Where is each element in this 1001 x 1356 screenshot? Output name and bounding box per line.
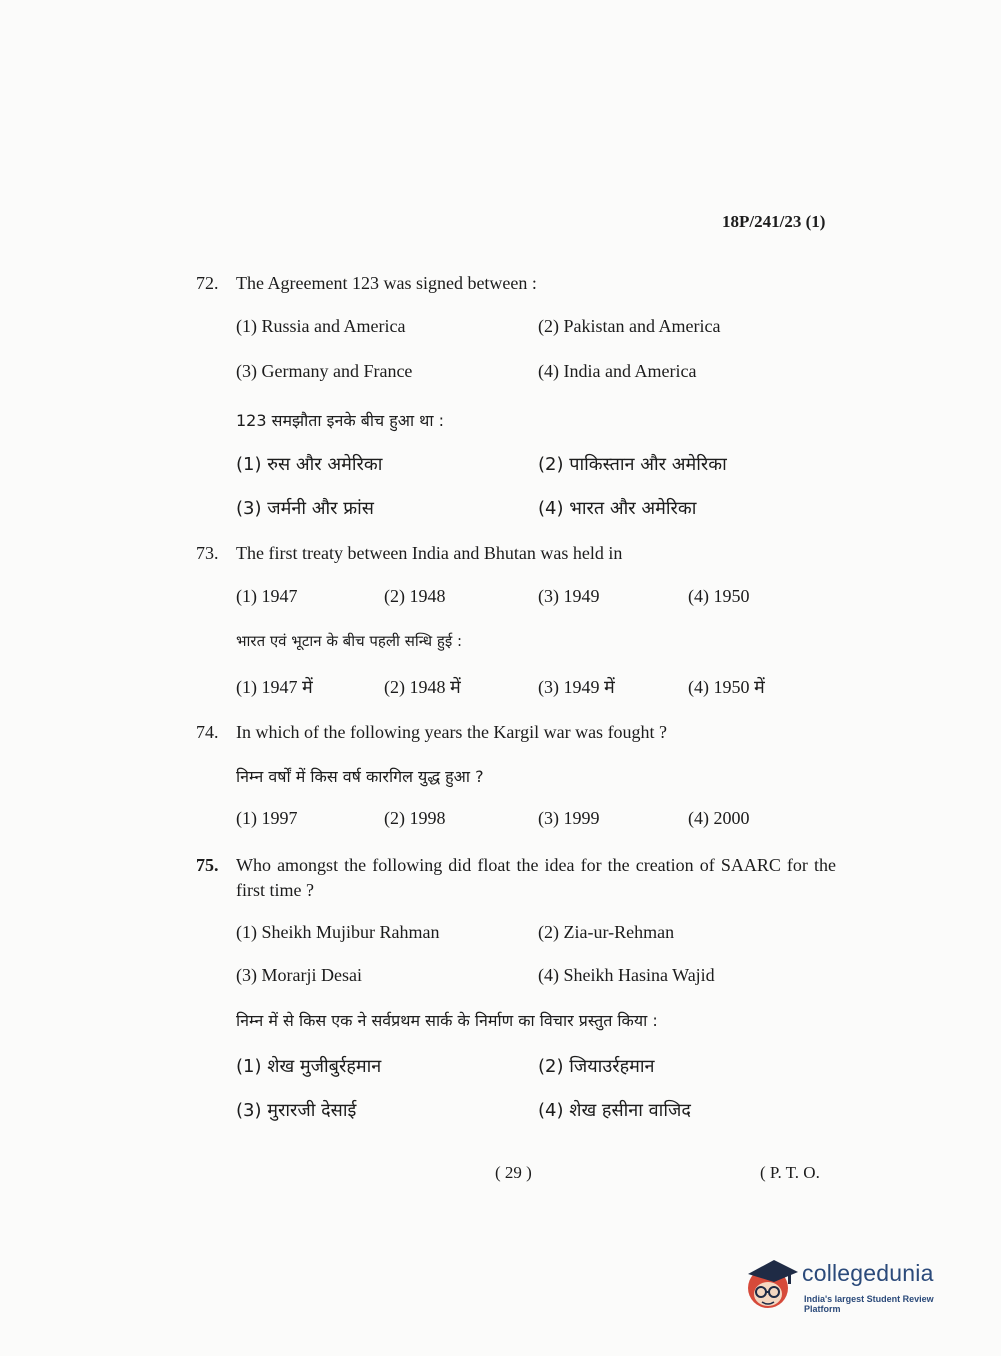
question-text-hindi: 123 समझौता इनके बीच हुआ था :: [236, 411, 445, 430]
question-text-hindi: निम्न वर्षों में किस वर्ष कारगिल युद्ध हुआ ?: [236, 767, 484, 786]
option-hindi: (2) 1948 में: [384, 677, 461, 697]
question-text: The first treaty between India and Bhutan was held in: [236, 543, 623, 563]
brand-tagline: India's largest Student Review Platform: [804, 1294, 934, 1314]
option-hindi: (2) पाकिस्तान और अमेरिका: [538, 454, 727, 475]
option-hindi: (3) मुरारजी देसाई: [236, 1100, 357, 1121]
question-text: Who amongst the following did float the idea for the creation of SAARC for the first time ?: [236, 855, 836, 900]
option: (4) India and America: [538, 361, 697, 381]
option: (3) Morarji Desai: [236, 965, 362, 985]
question-74: [196, 720, 836, 745]
option-hindi: (2) जियाउर्रहमान: [538, 1056, 655, 1077]
option: (1) 1947: [236, 586, 298, 606]
question-text: In which of the following years the Kargil war was fought ?: [236, 722, 668, 742]
option-hindi: (1) रुस और अमेरिका: [236, 454, 383, 475]
page-number: ( 29 ): [495, 1163, 532, 1182]
option: (3) Germany and France: [236, 361, 413, 381]
option: (4) 2000: [688, 808, 750, 828]
option-hindi: (4) शेख हसीना वाजिद: [538, 1100, 691, 1121]
pto-label: ( P. T. O.: [760, 1163, 820, 1182]
mascot-logo-icon: [744, 1250, 800, 1314]
option: (2) Pakistan and America: [538, 316, 721, 336]
question-number: 75.: [196, 855, 219, 875]
option: (2) Zia-ur-Rehman: [538, 922, 675, 942]
option-hindi: (1) 1947 में: [236, 677, 313, 697]
option: (1) Russia and America: [236, 316, 406, 336]
option: (4) Sheikh Hasina Wajid: [538, 965, 715, 985]
option-hindi: (3) जर्मनी और फ्रांस: [236, 498, 374, 519]
question-number: 73.: [196, 543, 219, 563]
brand-name: collegedunia: [802, 1260, 934, 1286]
collegedunia-watermark: [744, 1250, 969, 1314]
option: (4) 1950: [688, 586, 750, 606]
option: (1) 1997: [236, 808, 298, 828]
paper-code: 18P/241/23 (1): [722, 212, 826, 231]
option: (3) 1999: [538, 808, 600, 828]
question-73: [196, 541, 836, 566]
question-text: The Agreement 123 was signed between :: [236, 273, 537, 293]
option: (1) Sheikh Mujibur Rahman: [236, 922, 440, 942]
question-text-hindi: भारत एवं भूटान के बीच पहली सन्धि हुई :: [236, 632, 463, 650]
option-hindi: (4) 1950 में: [688, 677, 765, 697]
option: (3) 1949: [538, 586, 600, 606]
question-72: [196, 271, 836, 296]
option-hindi: (1) शेख मुजीबुर्रहमान: [236, 1056, 382, 1077]
question-75: [196, 853, 836, 903]
option: (2) 1998: [384, 808, 446, 828]
question-text-hindi: निम्न में से किस एक ने सर्वप्रथम सार्क के निर्माण का विचार प्रस्तुत किया :: [236, 1011, 658, 1030]
option-hindi: (3) 1949 में: [538, 677, 615, 697]
question-number: 72.: [196, 273, 219, 293]
option-hindi: (4) भारत और अमेरिका: [538, 498, 697, 519]
option: (2) 1948: [384, 586, 446, 606]
question-number: 74.: [196, 722, 219, 742]
